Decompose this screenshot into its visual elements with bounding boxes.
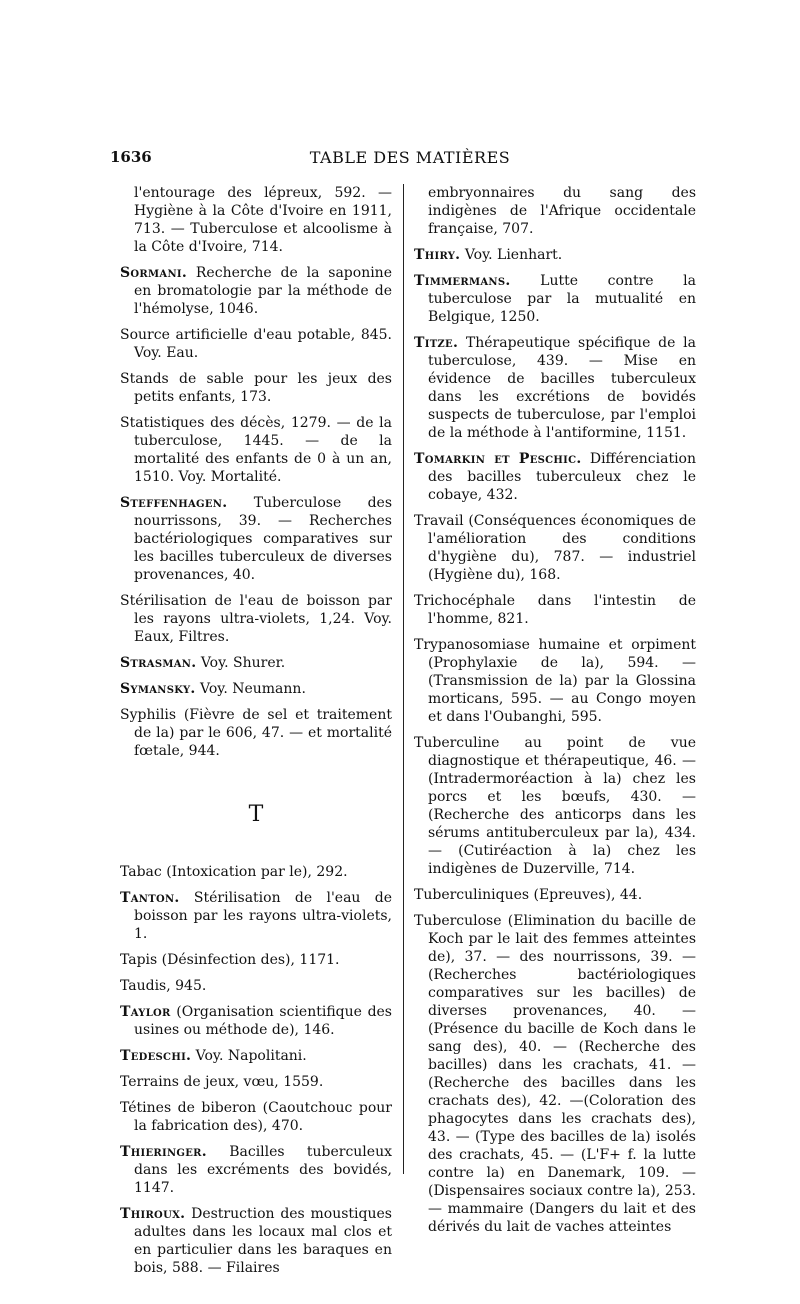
index-entry [120, 951, 392, 969]
entry-author-name: Taylor [120, 1004, 171, 1020]
index-entry [120, 264, 392, 318]
index-entry [120, 680, 392, 698]
index-entry [120, 1099, 392, 1135]
index-entry [120, 184, 392, 256]
index-entry [414, 636, 696, 726]
entries-after-letter [120, 863, 392, 1277]
page-number: 1636 [110, 148, 152, 166]
index-entry [120, 1143, 392, 1197]
entry-author-name: Steffenhagen. [120, 495, 228, 511]
index-entry [120, 414, 392, 486]
entry-text: Thérapeutique spécifique de la tuberculose, 439. — Mise en évidence de bacilles tuberculeux dans les excrétions de bovidés suspects de tuberculose, par l'emploi de la méthode à l'antiformine, 1151. [428, 335, 696, 441]
right-entries [414, 184, 696, 1236]
index-entry [414, 512, 696, 584]
right-column [414, 184, 696, 1244]
index-entry [120, 977, 392, 995]
entry-text: Différenciation des bacilles tuberculeux chez le cobaye, 432. [428, 451, 696, 503]
index-entry [414, 272, 696, 326]
entry-text: embryonnaires du sang des indigènes de l'Afrique occidentale française, 707. [428, 185, 696, 237]
entry-text: l'entourage des lépreux, 592. — Hygiène à la Côte d'Ivoire en 1911, 713. — Tuberculose et alcoolisme à la Côte d'Ivoire, 714. [134, 185, 392, 255]
entry-author-name: Tomarkin et Peschic. [414, 451, 582, 467]
entry-text: Tabac (Intoxication par le), 292. [120, 864, 348, 880]
entry-author-name: Symansky. [120, 681, 196, 697]
entry-text: Stérilisation de l'eau de boisson par les rayons ultra-violets, 1,24. Voy. Eaux, Filtres. [120, 593, 392, 645]
entry-author-name: Sormani. [120, 265, 188, 281]
entry-text: Tuberculose (Elimination du bacille de Koch par le lait des femmes atteintes de), 37. — des nourrissons, 39. — (Recherches bactériologiques comparatives sur les bacilles) de diverses provenances, 40. — (Présence du bacille de Koch dans le sang des), 40. — (Recherche des bacilles) dans les crachats, 41. — (Recherche des bacilles dans les crachats des), 42. —(Coloration des phagocytes dans les crachats des), 43. — (Type des bacilles de la) isolés des crachats, 45. — (L'F+ f. la lutte contre la) en Danemark, 109. —(Dispensaires sociaux contre la), 253. — mammaire (Dangers du lait et des dérivés du lait de vaches atteintes [414, 913, 696, 1235]
entry-author-name: Tanton. [120, 890, 180, 906]
index-entry [120, 654, 392, 672]
index-entry [414, 912, 696, 1236]
entry-author-name: Thiroux. [120, 1206, 186, 1222]
entry-text: Lutte contre la tuberculose par la mutualité en Belgique, 1250. [428, 273, 696, 325]
page-header [110, 148, 710, 170]
index-entry [120, 1003, 392, 1039]
section-letter: T [248, 802, 264, 827]
left-column [120, 184, 392, 1285]
entry-text: Voy. Shurer. [196, 655, 286, 671]
index-entry [120, 494, 392, 584]
index-entry [414, 450, 696, 504]
entry-text: Voy. Neumann. [195, 681, 306, 697]
entry-text: Travail (Conséquences économiques de l'amélioration des conditions d'hygiène du), 787. — industriel (Hygiène du), 168. [414, 513, 696, 583]
entry-text: Recherche de la saponine en bromatologie par la méthode de l'hémolyse, 1046. [134, 265, 392, 317]
entry-author-name: Strasman. [120, 655, 197, 671]
entry-author-name: Thieringer. [120, 1144, 207, 1160]
entry-text: Statistiques des décès, 1279. — de la tuberculose, 1445. — de la mortalité des enfants de 0 à un an, 1510. Voy. Mortalité. [120, 415, 392, 485]
entry-text: Source artificielle d'eau potable, 845. Voy. Eau. [120, 327, 392, 361]
entry-text: Tapis (Désinfection des), 1171. [120, 952, 340, 968]
index-entry [414, 734, 696, 878]
entry-text: Trichocéphale dans l'intestin de l'homme, 821. [414, 593, 696, 627]
entry-author-name: Tedeschi. [120, 1048, 192, 1064]
index-entry [120, 1073, 392, 1091]
entry-author-name: Thiry. [414, 247, 461, 263]
entry-text: (Organisation scientifique des usines ou méthode de), 146. [134, 1004, 392, 1038]
entry-text: Syphilis (Fièvre de sel et traitement de la) par le 606, 47. — et mortalité fœtale, 944. [120, 707, 392, 759]
index-entry [120, 326, 392, 362]
index-entry [120, 863, 392, 881]
index-entry [414, 246, 696, 264]
entry-text: Tétines de biberon (Caoutchouc pour la fabrication des), 470. [120, 1100, 392, 1134]
entry-text: Voy. Napolitani. [191, 1048, 307, 1064]
running-title: TABLE DES MATIÈRES [309, 148, 511, 167]
index-entry [120, 370, 392, 406]
index-entry [414, 184, 696, 238]
entry-author-name: Titze. [414, 335, 459, 351]
entry-text: Trypanosomiase humaine et orpiment (Prophylaxie de la), 594. — (Transmission de la) par la Glossina morticans, 595. — au Congo moyen et dans l'Oubanghi, 595. [414, 637, 696, 725]
entry-text: Stérilisation de l'eau de boisson par les rayons ultra-violets, 1. [134, 890, 392, 942]
entry-text: Tuberculine au point de vue diagnostique et thérapeutique, 46. — (Intradermoréaction à la) chez les porcs et les bœufs, 430. — (Recherche des anticorps dans les sérums antituberculeux par la), 434. — (Cutiréaction à la) chez les indigènes de Duzerville, 714. [414, 735, 696, 877]
index-entry [414, 592, 696, 628]
column-divider [403, 184, 404, 1174]
entry-text: Terrains de jeux, vœu, 1559. [120, 1074, 324, 1090]
entries-before-letter [120, 184, 392, 760]
index-entry [120, 889, 392, 943]
entry-author-name: Timmermans. [414, 273, 511, 289]
index-entry [120, 592, 392, 646]
entry-text: Taudis, 945. [120, 978, 207, 994]
index-entry [120, 1047, 392, 1065]
index-entry [120, 1205, 392, 1277]
entry-text: Bacilles tuberculeux dans les excréments des bovidés, 1147. [134, 1144, 392, 1196]
index-entry [120, 706, 392, 760]
entry-text: Tuberculiniques (Epreuves), 44. [414, 887, 643, 903]
entry-text: Voy. Lienhart. [460, 247, 563, 263]
entry-text: Destruction des moustiques adultes dans les locaux mal clos et en particulier dans les baraques en bois, 588. — Filaires [134, 1206, 392, 1276]
entry-text: Tuberculose des nourrissons, 39. — Recherches bactériologiques comparatives sur les bacilles tuberculeux de diverses provenances, 40. [134, 495, 392, 583]
index-entry [414, 886, 696, 904]
index-entry [414, 334, 696, 442]
entry-text: Stands de sable pour les jeux des petits enfants, 173. [120, 371, 392, 405]
